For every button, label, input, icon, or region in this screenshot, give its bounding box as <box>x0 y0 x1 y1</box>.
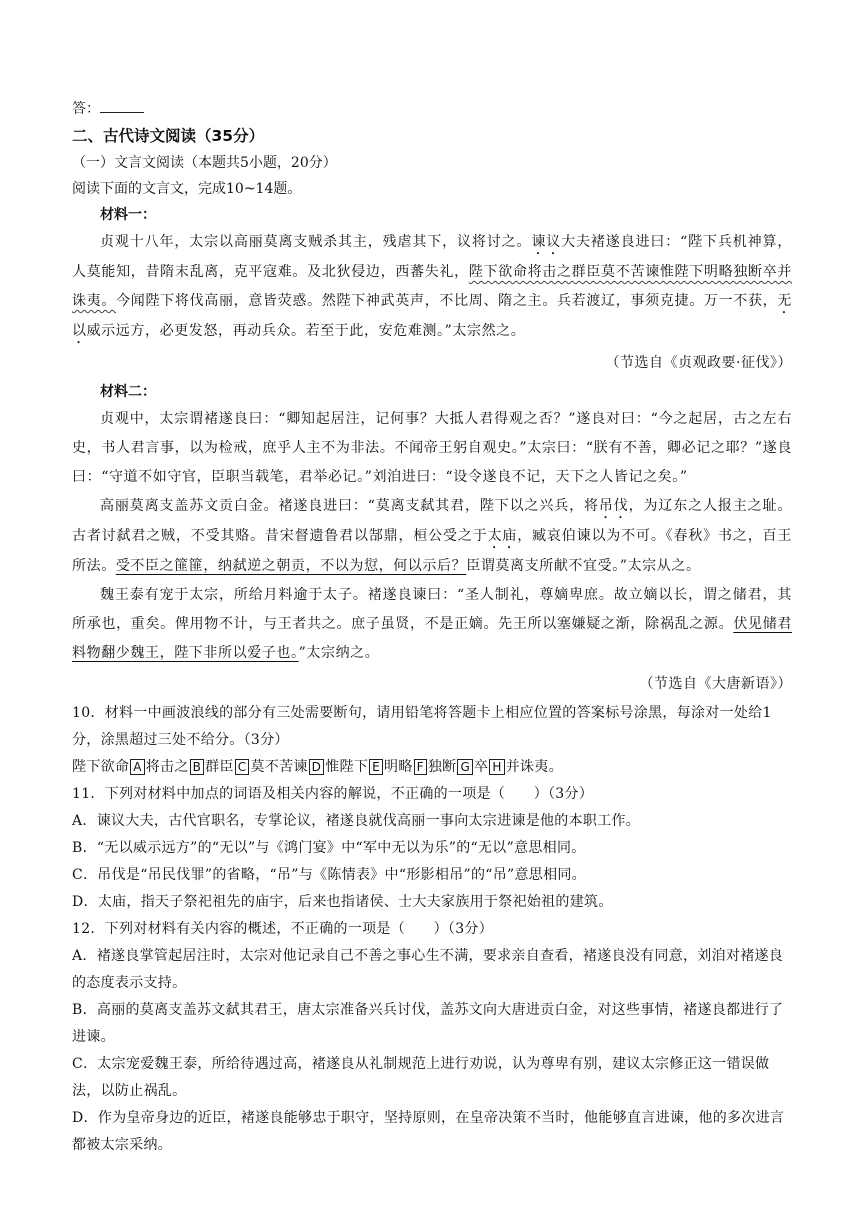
dotted-word: 吊伐 <box>598 498 629 514</box>
material1-paragraph <box>72 228 792 347</box>
text-span: 臣谓莫离支所献不宜受。”太宗从之。 <box>466 558 701 574</box>
question-12-stem: 12．下列对材料有关内容的概述，不正确的一项是（ ）（3分） <box>72 921 494 937</box>
dotted-word: 谏 <box>531 234 547 250</box>
question-11-option-a: A．谏议大夫，古代官职名，专掌论议，褚遂良就伐高丽一事向太宗进谏是他的本职工作。 <box>72 813 641 829</box>
underlined-text: 受不臣之篚篚，纳弑逆之朝贡，不以为愆，何以示后？ <box>115 558 467 574</box>
text-span: 高丽莫离支盖苏文贡白金。褚遂良进曰：“莫离支弑其君，陛下以之兴兵，将 <box>100 498 599 514</box>
question-12-option-a: A．褚遂良掌管起居注时，太宗对他记录自己不善之事心生不满，要求亲自查看，褚遂良没有同意，刘洎对褚遂良的态度表示支持。 <box>72 948 784 991</box>
segment: 群臣 <box>205 759 234 775</box>
question-11-stem: 11．下列对材料中加点的词语及相关内容的解说，不正确的一项是（ ）（3分） <box>72 786 594 802</box>
material2-source: （节选自《大唐新语》） <box>639 676 792 692</box>
material1-source: （节选自《贞观政要·征伐》） <box>605 355 792 371</box>
break-option-h[interactable]: H <box>489 759 504 775</box>
dotted-word: 议 <box>546 234 562 250</box>
dotted-word: 无以 <box>72 293 792 339</box>
answer-line <box>72 96 792 122</box>
document-page <box>72 96 792 1159</box>
dotted-word: 太庙 <box>487 528 518 544</box>
text-span: 威示远方，必更发怒，再动兵众。若至于此，安危难测。”太宗然之。 <box>86 323 526 339</box>
segment: 并诛夷。 <box>505 759 563 775</box>
answer-blank <box>100 98 144 113</box>
break-option-c[interactable]: C <box>235 759 250 775</box>
text-span: ，臧哀伯谏以为不可。《春秋》书之，百王所法。 <box>72 528 792 574</box>
material1-label: 材料一： <box>100 207 156 223</box>
segment: 卒 <box>474 759 489 775</box>
break-option-b[interactable]: B <box>190 759 205 775</box>
segment: 莫不苦谏 <box>250 759 308 775</box>
break-option-f[interactable]: F <box>414 759 427 775</box>
wavy-underlined-text: 陛下欲命将击之群臣莫不苦谏惟陛下明略独断卒并诛夷。 <box>72 264 793 309</box>
break-option-g[interactable]: G <box>457 759 473 775</box>
question-10-segments <box>72 754 792 781</box>
text-span: ”太宗纳之。 <box>298 645 380 661</box>
material2-paragraph-3 <box>72 581 792 668</box>
segment: 惟陛下 <box>325 759 369 775</box>
break-option-a[interactable]: A <box>130 759 145 775</box>
answer-prefix: 答： <box>72 101 100 117</box>
text-span: 今闻陛下将伐高丽，意皆荧惑。然陛下神武英声，不比周、隋之主。兵若渡辽，事须克捷。万一不获， <box>116 293 778 309</box>
text-span: 大夫褚遂良进曰：“陛下兵机神算，人莫能知，昔隋末乱离，克平寇难。及北狄侵边，西蕃失礼， <box>72 234 792 280</box>
question-10-stem: 10．材料一中画波浪线的部分有三处需要断句，请用铅笔将答题卡上相应位置的答案标号涂黑，每涂对一处给1分，涂黑超过三处不给分。（3分） <box>72 705 772 748</box>
question-11-option-d: D．太庙，指天子祭祀祖先的庙宇，后来也指诸侯、士大夫家族用于祭祀始祖的建筑。 <box>72 894 613 910</box>
material2-label: 材料二： <box>100 384 156 400</box>
underlined-text: 伏见储君料物翻少魏王，陛下非所以爱子也。 <box>72 616 792 661</box>
text-span: 魏王泰有宠于太宗，所给月料逾于太子。褚遂良谏曰：“圣人制礼，尊嫡卑庶。故立嫡以长，谓之储君，其所承也，重矣。俾用物不计，与王者共之。庶子虽贤，不是正嫡。先王所以塞嫌疑之渐，除祸乱之源。 <box>72 587 792 632</box>
question-12-option-b: B．高丽的莫离支盖苏文弑其君王，唐太宗准备兴兵讨伐，盖苏文向大唐进贡白金，对这些事情，褚遂良都进行了进谏。 <box>72 1002 784 1045</box>
segment: 独断 <box>427 759 457 775</box>
text-span: ，为辽东之人报主之耻。古者讨弑君之贼，不受其赂。昔宋督遗鲁君以郜鼎，桓公受之于 <box>72 498 792 544</box>
question-11-option-c: C．吊伐是“吊民伐罪”的省略，“吊”与《陈情表》中“形影相吊”的“吊”意思相同。 <box>72 867 586 883</box>
segment: 明略 <box>384 759 413 775</box>
break-option-d[interactable]: D <box>309 759 325 775</box>
question-11-option-b: B．“无以威示远方”的“无以”与《鸿门宴》中“军中无以为乐”的“无以”意思相同。 <box>72 840 586 856</box>
material2-paragraph-1: 贞观中，太宗谓褚遂良曰：“卿知起居注，记何事？大抵人君得观之否？”遂良对曰：“今之起居，古之左右史，书人君言事，以为检戒，庶乎人主不为非法。不闻帝王躬自观史。”太宗曰：“朕有不善，卿必记之耶？”遂良曰：“守道不如守官，臣职当载笔，君举必记。”刘洎进曰：“设令遂良不记，天下之人皆记之矣。” <box>72 411 792 485</box>
question-12-option-c: C．太宗宠爱魏王泰，所给待遇过高，褚遂良从礼制规范上进行劝说，认为尊卑有别，建议太宗修正这一错误做法，以防止祸乱。 <box>72 1056 770 1099</box>
material2-paragraph-2 <box>72 492 792 581</box>
segment: 将击之 <box>145 759 189 775</box>
instruction: 阅读下面的文言文，完成10~14题。 <box>72 181 302 197</box>
text-span: 贞观十八年，太宗以高丽莫离支贼杀其主，残虐其下，议将讨之。 <box>100 234 532 250</box>
segment: 陛下欲命 <box>72 759 130 775</box>
subsection-title: （一）文言文阅读（本题共5小题，20分） <box>72 155 337 171</box>
break-option-e[interactable]: E <box>369 759 383 775</box>
question-12-option-d: D．作为皇帝身边的近臣，褚遂良能够忠于职守，坚持原则，在皇帝决策不当时，他能够直言进谏，他的多次进言都被太宗采纳。 <box>72 1110 785 1153</box>
section-title: 二、古代诗文阅读（35分） <box>72 127 265 145</box>
